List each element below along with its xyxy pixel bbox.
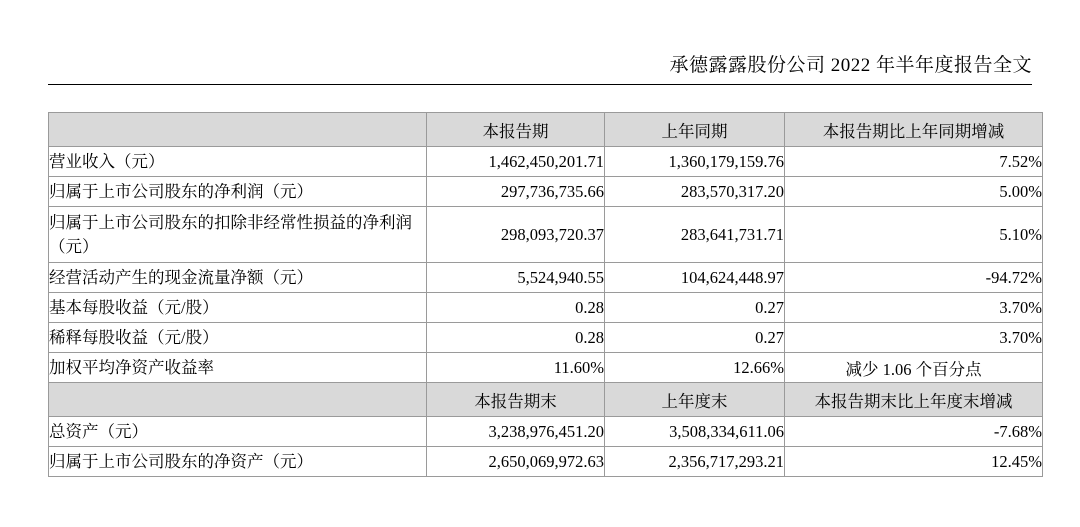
row-change-value: 5.10% xyxy=(785,207,1043,263)
row-label: 总资产（元） xyxy=(49,417,427,447)
row-previous-value: 3,508,334,611.06 xyxy=(605,417,785,447)
header-cell-blank-1 xyxy=(49,113,427,147)
header-cell-period-end-change: 本报告期末比上年度末增减 xyxy=(785,383,1043,417)
table-row xyxy=(49,293,1043,323)
row-label: 基本每股收益（元/股） xyxy=(49,293,427,323)
table-row xyxy=(49,323,1043,353)
row-label: 经营活动产生的现金流量净额（元） xyxy=(49,263,427,293)
row-previous-value: 283,641,731.71 xyxy=(605,207,785,263)
header-cell-previous-year-end: 上年度末 xyxy=(605,383,785,417)
row-current-value: 5,524,940.55 xyxy=(427,263,605,293)
row-current-value: 0.28 xyxy=(427,323,605,353)
row-current-value: 2,650,069,972.63 xyxy=(427,447,605,477)
financial-summary-table-container xyxy=(48,112,1042,477)
row-change-value: -94.72% xyxy=(785,263,1043,293)
table-row xyxy=(49,177,1043,207)
row-previous-value: 2,356,717,293.21 xyxy=(605,447,785,477)
row-current-value: 1,462,450,201.71 xyxy=(427,147,605,177)
row-current-value: 297,736,735.66 xyxy=(427,177,605,207)
table-row xyxy=(49,147,1043,177)
row-change-value: 12.45% xyxy=(785,447,1043,477)
row-label: 归属于上市公司股东的净利润（元） xyxy=(49,177,427,207)
row-current-value: 11.60% xyxy=(427,353,605,383)
row-previous-value: 283,570,317.20 xyxy=(605,177,785,207)
row-current-value: 3,238,976,451.20 xyxy=(427,417,605,447)
table-row xyxy=(49,417,1043,447)
table-header-row-period xyxy=(49,113,1043,147)
header-cell-current-period-end: 本报告期末 xyxy=(427,383,605,417)
row-current-value: 0.28 xyxy=(427,293,605,323)
row-change-value: 7.52% xyxy=(785,147,1043,177)
header-cell-blank-2 xyxy=(49,383,427,417)
row-label: 归属于上市公司股东的扣除非经常性损益的净利润（元） xyxy=(49,207,427,263)
row-previous-value: 0.27 xyxy=(605,293,785,323)
row-current-value: 298,093,720.37 xyxy=(427,207,605,263)
table-header-row-balance xyxy=(49,383,1043,417)
row-change-value: 3.70% xyxy=(785,293,1043,323)
row-label: 归属于上市公司股东的净资产（元） xyxy=(49,447,427,477)
page-header-title: 承德露露股份公司 2022 年半年度报告全文 xyxy=(669,55,1032,76)
header-cell-current-period: 本报告期 xyxy=(427,113,605,147)
row-change-value: 5.00% xyxy=(785,177,1043,207)
row-previous-value: 1,360,179,159.76 xyxy=(605,147,785,177)
row-previous-value: 12.66% xyxy=(605,353,785,383)
financial-summary-table xyxy=(48,112,1043,477)
table-row xyxy=(49,447,1043,477)
table-row xyxy=(49,353,1043,383)
row-label: 稀释每股收益（元/股） xyxy=(49,323,427,353)
row-change-value: 3.70% xyxy=(785,323,1043,353)
row-label: 加权平均净资产收益率 xyxy=(49,353,427,383)
header-cell-period-change: 本报告期比上年同期增减 xyxy=(785,113,1043,147)
row-previous-value: 104,624,448.97 xyxy=(605,263,785,293)
table-row xyxy=(49,207,1043,263)
header-cell-previous-period: 上年同期 xyxy=(605,113,785,147)
header-divider xyxy=(48,84,1032,85)
row-label: 营业收入（元） xyxy=(49,147,427,177)
row-change-value: 减少 1.06 个百分点 xyxy=(785,353,1043,383)
row-previous-value: 0.27 xyxy=(605,323,785,353)
table-row xyxy=(49,263,1043,293)
row-change-value: -7.68% xyxy=(785,417,1043,447)
